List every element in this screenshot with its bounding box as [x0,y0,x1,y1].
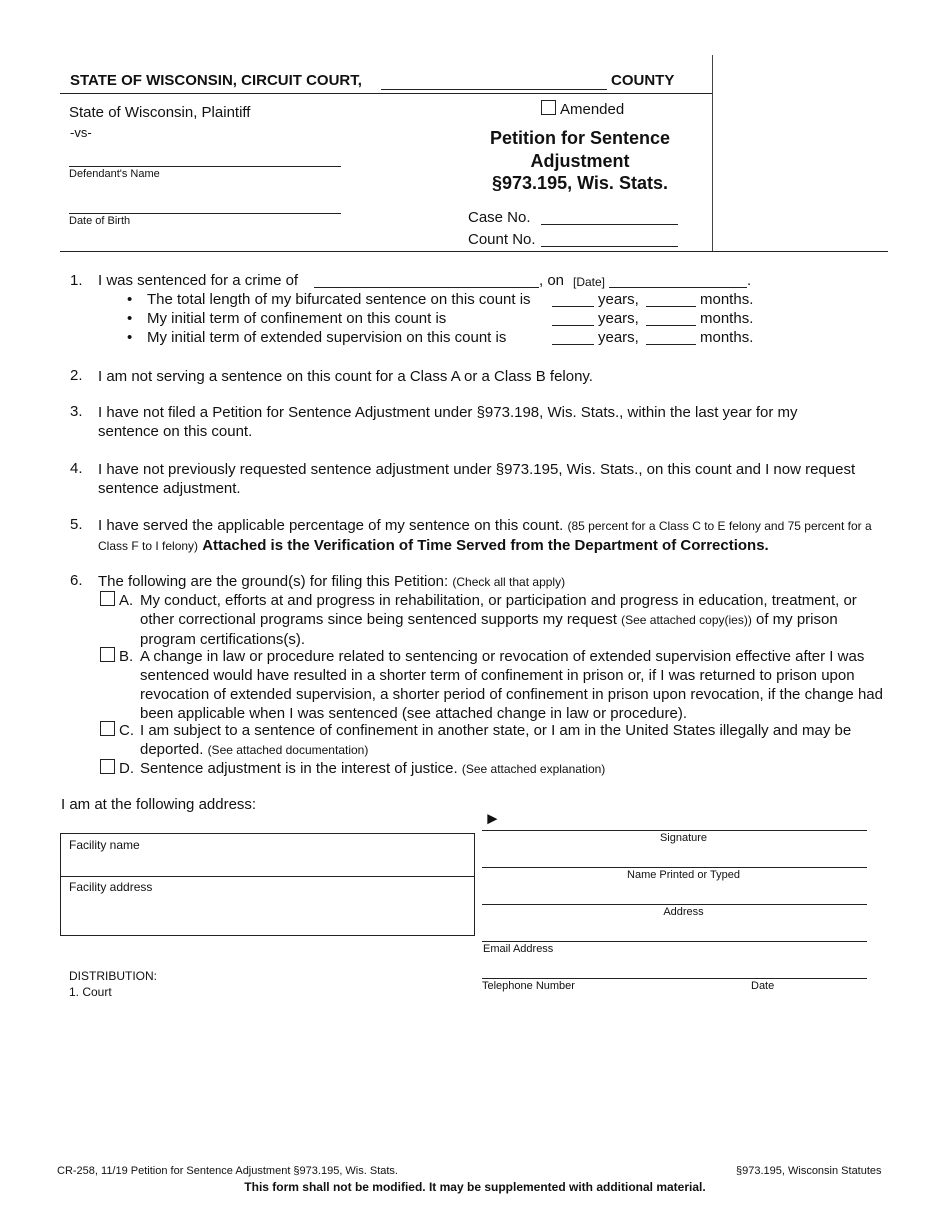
ground-c-body [140,721,888,760]
date-signed-label: Date [751,980,775,992]
date-label: [Date] [573,275,606,289]
item-1-text: I was sentenced for a crime of [98,272,299,289]
count-no-label: Count No. [468,231,536,248]
case-no-field[interactable] [541,224,678,225]
ground-a [100,591,888,649]
bullet-3-years: years, [598,329,639,346]
statute-ref: §973.195, Wisconsin Statutes [736,1165,882,1177]
ground-b [100,647,888,723]
facility-name-label: Facility name [69,838,140,852]
address-field[interactable] [482,904,867,905]
case-no-label: Case No. [468,209,531,226]
form-notice: This form shall not be modified. It may be supplemented with additional material. [244,1180,706,1194]
ground-c-checkbox[interactable] [100,721,115,736]
ground-a-text: My conduct, efforts at and progress in rehabilitation, or participation and progress in education, treatment, or other correctional programs since being sentenced supports my request [140,592,857,628]
item-1-period: . [747,272,752,289]
item-5-text: I have served the applicable percentage of my sentence on this count. [98,517,564,534]
header-divider-vertical [712,55,713,251]
form-title [460,127,700,195]
bullet-3-text: My initial term of extended supervision on this count is [147,329,507,346]
ground-d-text: Sentence adjustment is in the interest of justice. [140,760,458,777]
facility-box-divider [61,876,474,877]
ground-d-letter: D. [119,760,134,777]
item-5-number: 5. [70,516,83,533]
facility-address-label: Facility address [69,880,153,894]
signature-arrow-icon: ► [484,809,501,828]
court-label: STATE OF WISCONSIN, CIRCUIT COURT, [70,72,362,89]
title-line-2: Adjustment [530,150,630,171]
bifurcated-months-field[interactable] [646,306,696,307]
amended-checkbox[interactable] [541,100,556,115]
header-rule [60,93,712,94]
phone-date-field[interactable] [482,978,867,979]
bullet-1-months: months. [700,291,754,308]
item-6-intro [98,572,888,592]
bullet-3-months: months. [700,329,754,346]
header-bottom-rule [60,251,888,252]
supervision-months-field[interactable] [646,344,696,345]
plaintiff-text: State of Wisconsin, Plaintiff [69,104,251,121]
facility-box [60,833,475,936]
item-6-text: The following are the ground(s) for filing this Petition: [98,573,449,590]
bullet-1-mark: • [127,291,133,308]
defendant-name-field[interactable] [69,166,341,167]
ground-c-letter: C. [119,722,134,739]
ground-a-note: (See attached copy(ies)) [621,613,752,627]
phone-label: Telephone Number [482,980,575,992]
bullet-2-months: months. [700,310,754,327]
item-5-note: (85 percent for a Class C to E felony and 75 percent for a Class F to I felony) [98,519,872,553]
item-4-text: I have not previously requested sentence adjustment under §973.195, Wis. Stats., on this count and I now request sentence adjustment. [98,461,856,497]
bullet-1-years: years, [598,291,639,308]
signature-label: Signature [659,832,708,844]
amended-option[interactable] [541,100,624,118]
item-5-attached: Attached is the Verification of Time Served from the Department of Corrections. [202,537,769,554]
item-3-text: I have not filed a Petition for Sentence Adjustment under §973.198, Wis. Stats., within the last year for my sentence on this count. [98,404,798,440]
form-id: CR-258, 11/19 Petition for Sentence Adjustment §973.195, Wis. Stats. [57,1165,398,1177]
bullet-2-mark: • [127,310,133,327]
title-line-3: §973.195, Wis. Stats. [492,173,668,193]
item-1-on: , on [539,272,565,289]
ground-b-text: A change in law or procedure related to sentencing or revocation of extended supervision effective after I was sentenced would have resulted in a shorter term of confinement in prison or, if I was returned to prison upon revocation of extended supervision, a shorter period of confinement in prison upon revocation, if the change had been applicable when I was sentenced (see attached change in law or procedure). [140,648,883,722]
name-label: Name Printed or Typed [627,869,740,881]
ground-a-letter: A. [119,592,134,609]
county-label: COUNTY [611,72,675,89]
email-field[interactable] [482,941,867,942]
ground-a-body [140,591,888,649]
date-of-birth-label: Date of Birth [69,215,131,227]
name-field[interactable] [482,867,867,868]
sentence-date-field[interactable] [609,287,747,288]
item-4-number: 4. [70,460,83,477]
item-6-note: (Check all that apply) [452,575,566,589]
confinement-months-field[interactable] [646,325,696,326]
crime-field[interactable] [314,287,539,288]
item-5-body [98,516,888,556]
bullet-2-text: My initial term of confinement on this count is [147,310,447,327]
bullet-3-mark: • [127,329,133,346]
defendant-name-label: Defendant's Name [69,168,160,180]
item-3-number: 3. [70,403,83,420]
item-1-number: 1. [70,272,83,289]
signature-field[interactable] [482,830,867,831]
ground-b-letter: B. [119,648,134,665]
ground-d [100,759,888,779]
ground-d-body [140,759,888,779]
date-of-birth-field[interactable] [69,213,341,214]
county-field[interactable] [381,89,607,90]
distribution-label: DISTRIBUTION: [69,969,158,983]
supervision-years-field[interactable] [552,344,594,345]
item-6-number: 6. [70,572,83,589]
ground-c [100,721,888,760]
distribution-item-1: 1. Court [69,985,112,999]
ground-c-text: I am subject to a sentence of confinement in another state, or I am in the United States illegally and may be deported. [140,722,852,758]
bullet-1-text: The total length of my bifurcated sentence on this count is [147,291,531,308]
item-2-number: 2. [70,367,83,384]
item-2-text: I am not serving a sentence on this count for a Class A or a Class B felony. [98,368,593,385]
confinement-years-field[interactable] [552,325,594,326]
ground-d-note: (See attached explanation) [461,762,606,776]
bifurcated-years-field[interactable] [552,306,594,307]
ground-a-checkbox[interactable] [100,591,115,606]
address-intro: I am at the following address: [61,796,257,813]
ground-b-checkbox[interactable] [100,647,115,662]
address-label: Address [663,906,704,918]
title-line-1: Petition for Sentence [489,128,671,148]
ground-a-text-end: of my prison program certifications(s). [140,611,838,648]
email-label: Email Address [483,943,554,955]
bullet-2-years: years, [598,310,639,327]
count-no-field[interactable] [541,246,678,247]
ground-c-note: (See attached documentation) [207,743,369,757]
ground-d-checkbox[interactable] [100,759,115,774]
vs-text: -vs- [70,125,92,140]
amended-label: Amended [560,101,625,118]
